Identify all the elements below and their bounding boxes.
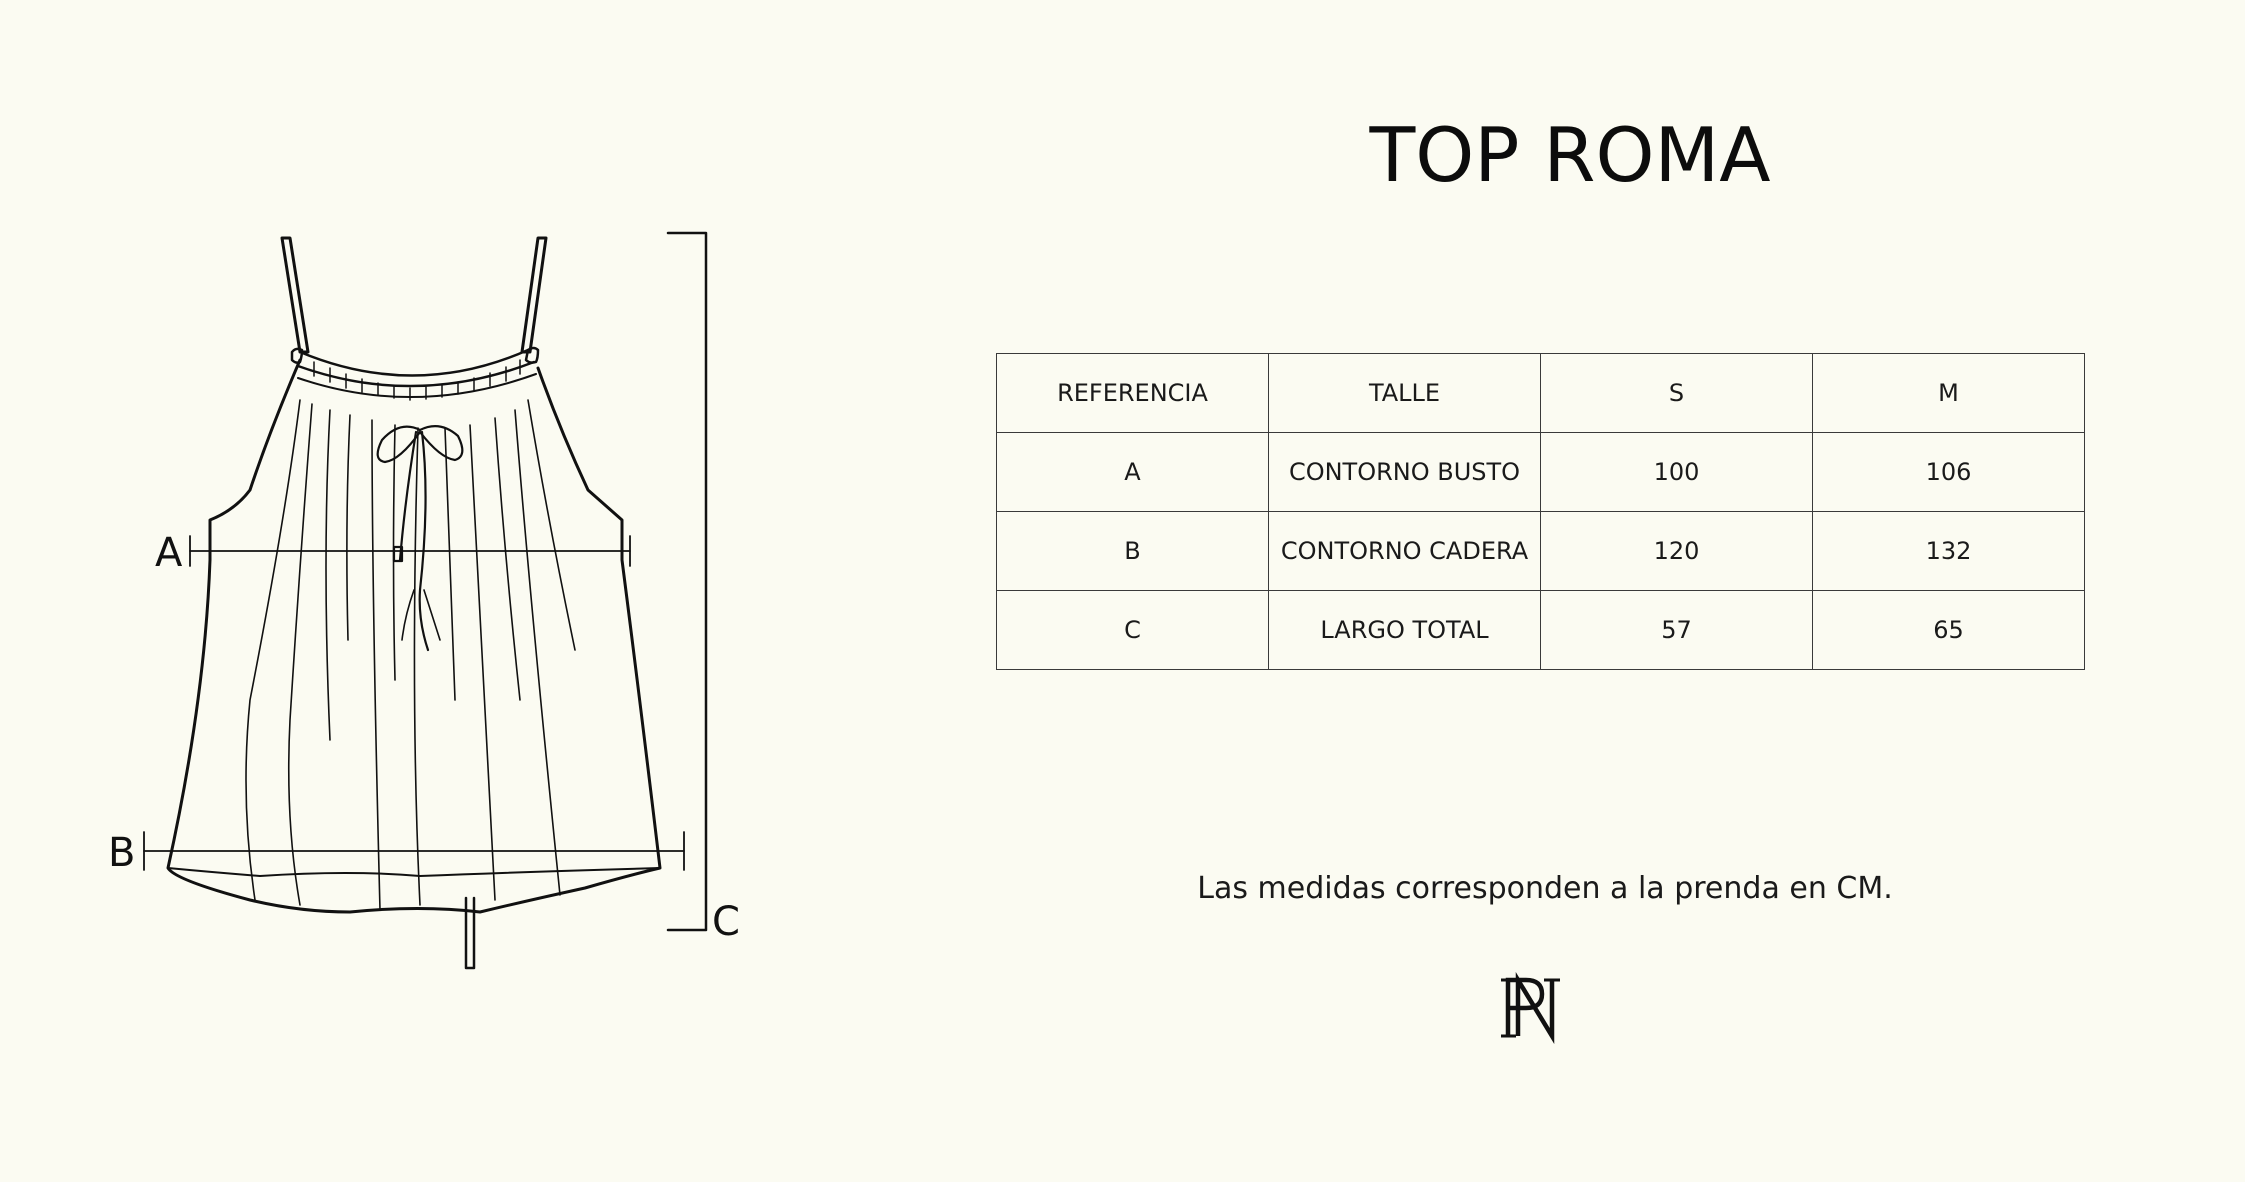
table-cell: 100 <box>1541 433 1813 512</box>
header-cell-referencia: REFERENCIA <box>997 354 1269 433</box>
table-row <box>997 433 2085 512</box>
table-row <box>997 591 2085 670</box>
header-cell-s: S <box>1541 354 1813 433</box>
table-cell: 106 <box>1813 433 2085 512</box>
brand-monogram-logo <box>1496 972 1568 1044</box>
garment-diagram <box>0 0 760 1000</box>
table-cell: B <box>997 512 1269 591</box>
table-cell: CONTORNO CADERA <box>1269 512 1541 591</box>
table-cell: CONTORNO BUSTO <box>1269 433 1541 512</box>
header-cell-m: M <box>1813 354 2085 433</box>
measure-bracket-c <box>668 233 706 930</box>
table-cell: 120 <box>1541 512 1813 591</box>
table-cell: 57 <box>1541 591 1813 670</box>
table-cell: C <box>997 591 1269 670</box>
table-cell: LARGO TOTAL <box>1269 591 1541 670</box>
left-strap <box>282 238 308 352</box>
tie-bow <box>378 426 474 968</box>
measure-label-b: B <box>108 830 136 876</box>
page-title: TOP ROMA <box>1369 111 1771 199</box>
table-cell: 65 <box>1813 591 2085 670</box>
measure-label-a: A <box>155 530 183 576</box>
table-cell: 132 <box>1813 512 2085 591</box>
drape-folds <box>246 400 575 910</box>
measure-label-c: C <box>712 899 740 945</box>
measure-line-a <box>190 536 630 566</box>
size-table <box>996 353 2085 670</box>
neckline-band <box>292 348 538 400</box>
right-strap <box>522 238 546 352</box>
table-row <box>997 512 2085 591</box>
table-header-row <box>997 354 2085 433</box>
header-cell-talle: TALLE <box>1269 354 1541 433</box>
measurement-note: Las medidas corresponden a la prenda en CM. <box>1197 871 1893 906</box>
table-cell: A <box>997 433 1269 512</box>
measure-line-b <box>144 832 684 870</box>
